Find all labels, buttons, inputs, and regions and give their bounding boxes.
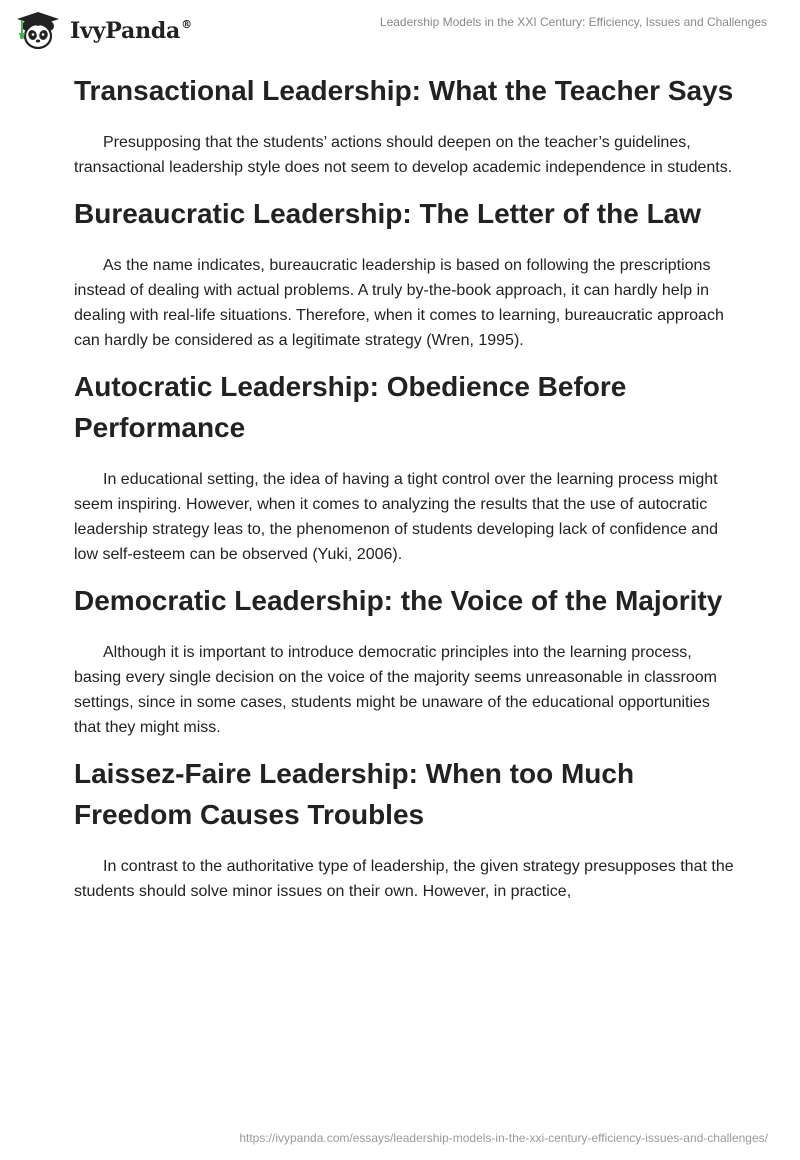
essay-section-laissez-faire [74,753,734,904]
section-paragraph: Although it is important to introduce democratic principles into the learning process, basing every single decision on the voice of the majority seems unreasonable in classroom settings, since in some cases, students might be unaware of the educational opportunities that they might miss. [74,644,718,736]
document-title: Leadership Models in the XXI Century: Efficiency, Issues and Challenges [379,15,767,29]
page-header [0,0,800,60]
essay-content [74,70,734,904]
section-heading: Bureaucratic Leadership: The Letter of the Law [74,198,702,229]
essay-section-bureaucratic [74,193,734,353]
section-heading: Democratic Leadership: the Voice of the Majority [74,585,723,616]
section-heading: Transactional Leadership: What the Teacher Says [74,75,734,106]
source-url[interactable]: https://ivypanda.com/essays/leadership-models-in-the-xxi-century-efficiency-issues-and-challenges/ [239,1131,768,1145]
essay-section-democratic [74,580,734,740]
section-paragraph: In educational setting, the idea of having a tight control over the learning process might seem inspiring. However, when it comes to analyzing the results that the use of autocratic leadership strategy leas to, the phenomenon of students developing lack of confidence and low self-esteem can be observed (Yuki, 2006). [74,471,718,563]
essay-section-autocratic [74,366,734,567]
section-heading: Laissez-Faire Leadership: When too Much Freedom Causes Troubles [74,758,635,830]
section-heading: Autocratic Leadership: Obedience Before Performance [74,371,627,443]
panda-graduation-cap-icon [14,9,64,51]
section-paragraph: As the name indicates, bureaucratic leadership is based on following the prescriptions instead of dealing with actual problems. A truly by-the-book approach, it can hardly help in dealing with real-life situations. Therefore, when it comes to learning, bureaucratic approach can hardly be considered as a legitimate strategy (Wren, 1995). [74,257,724,349]
section-paragraph: Presupposing that the students’ actions should deepen on the teacher’s guidelines, transactional leadership style does not seem to develop academic independence in students. [74,134,733,176]
ivypanda-logo[interactable] [14,8,192,52]
brand-name: IvyPanda® [70,17,192,44]
section-paragraph: In contrast to the authoritative type of leadership, the given strategy presupposes that the students should solve minor issues on their own. However, in practice, [74,858,734,900]
essay-section-transactional [74,70,734,180]
